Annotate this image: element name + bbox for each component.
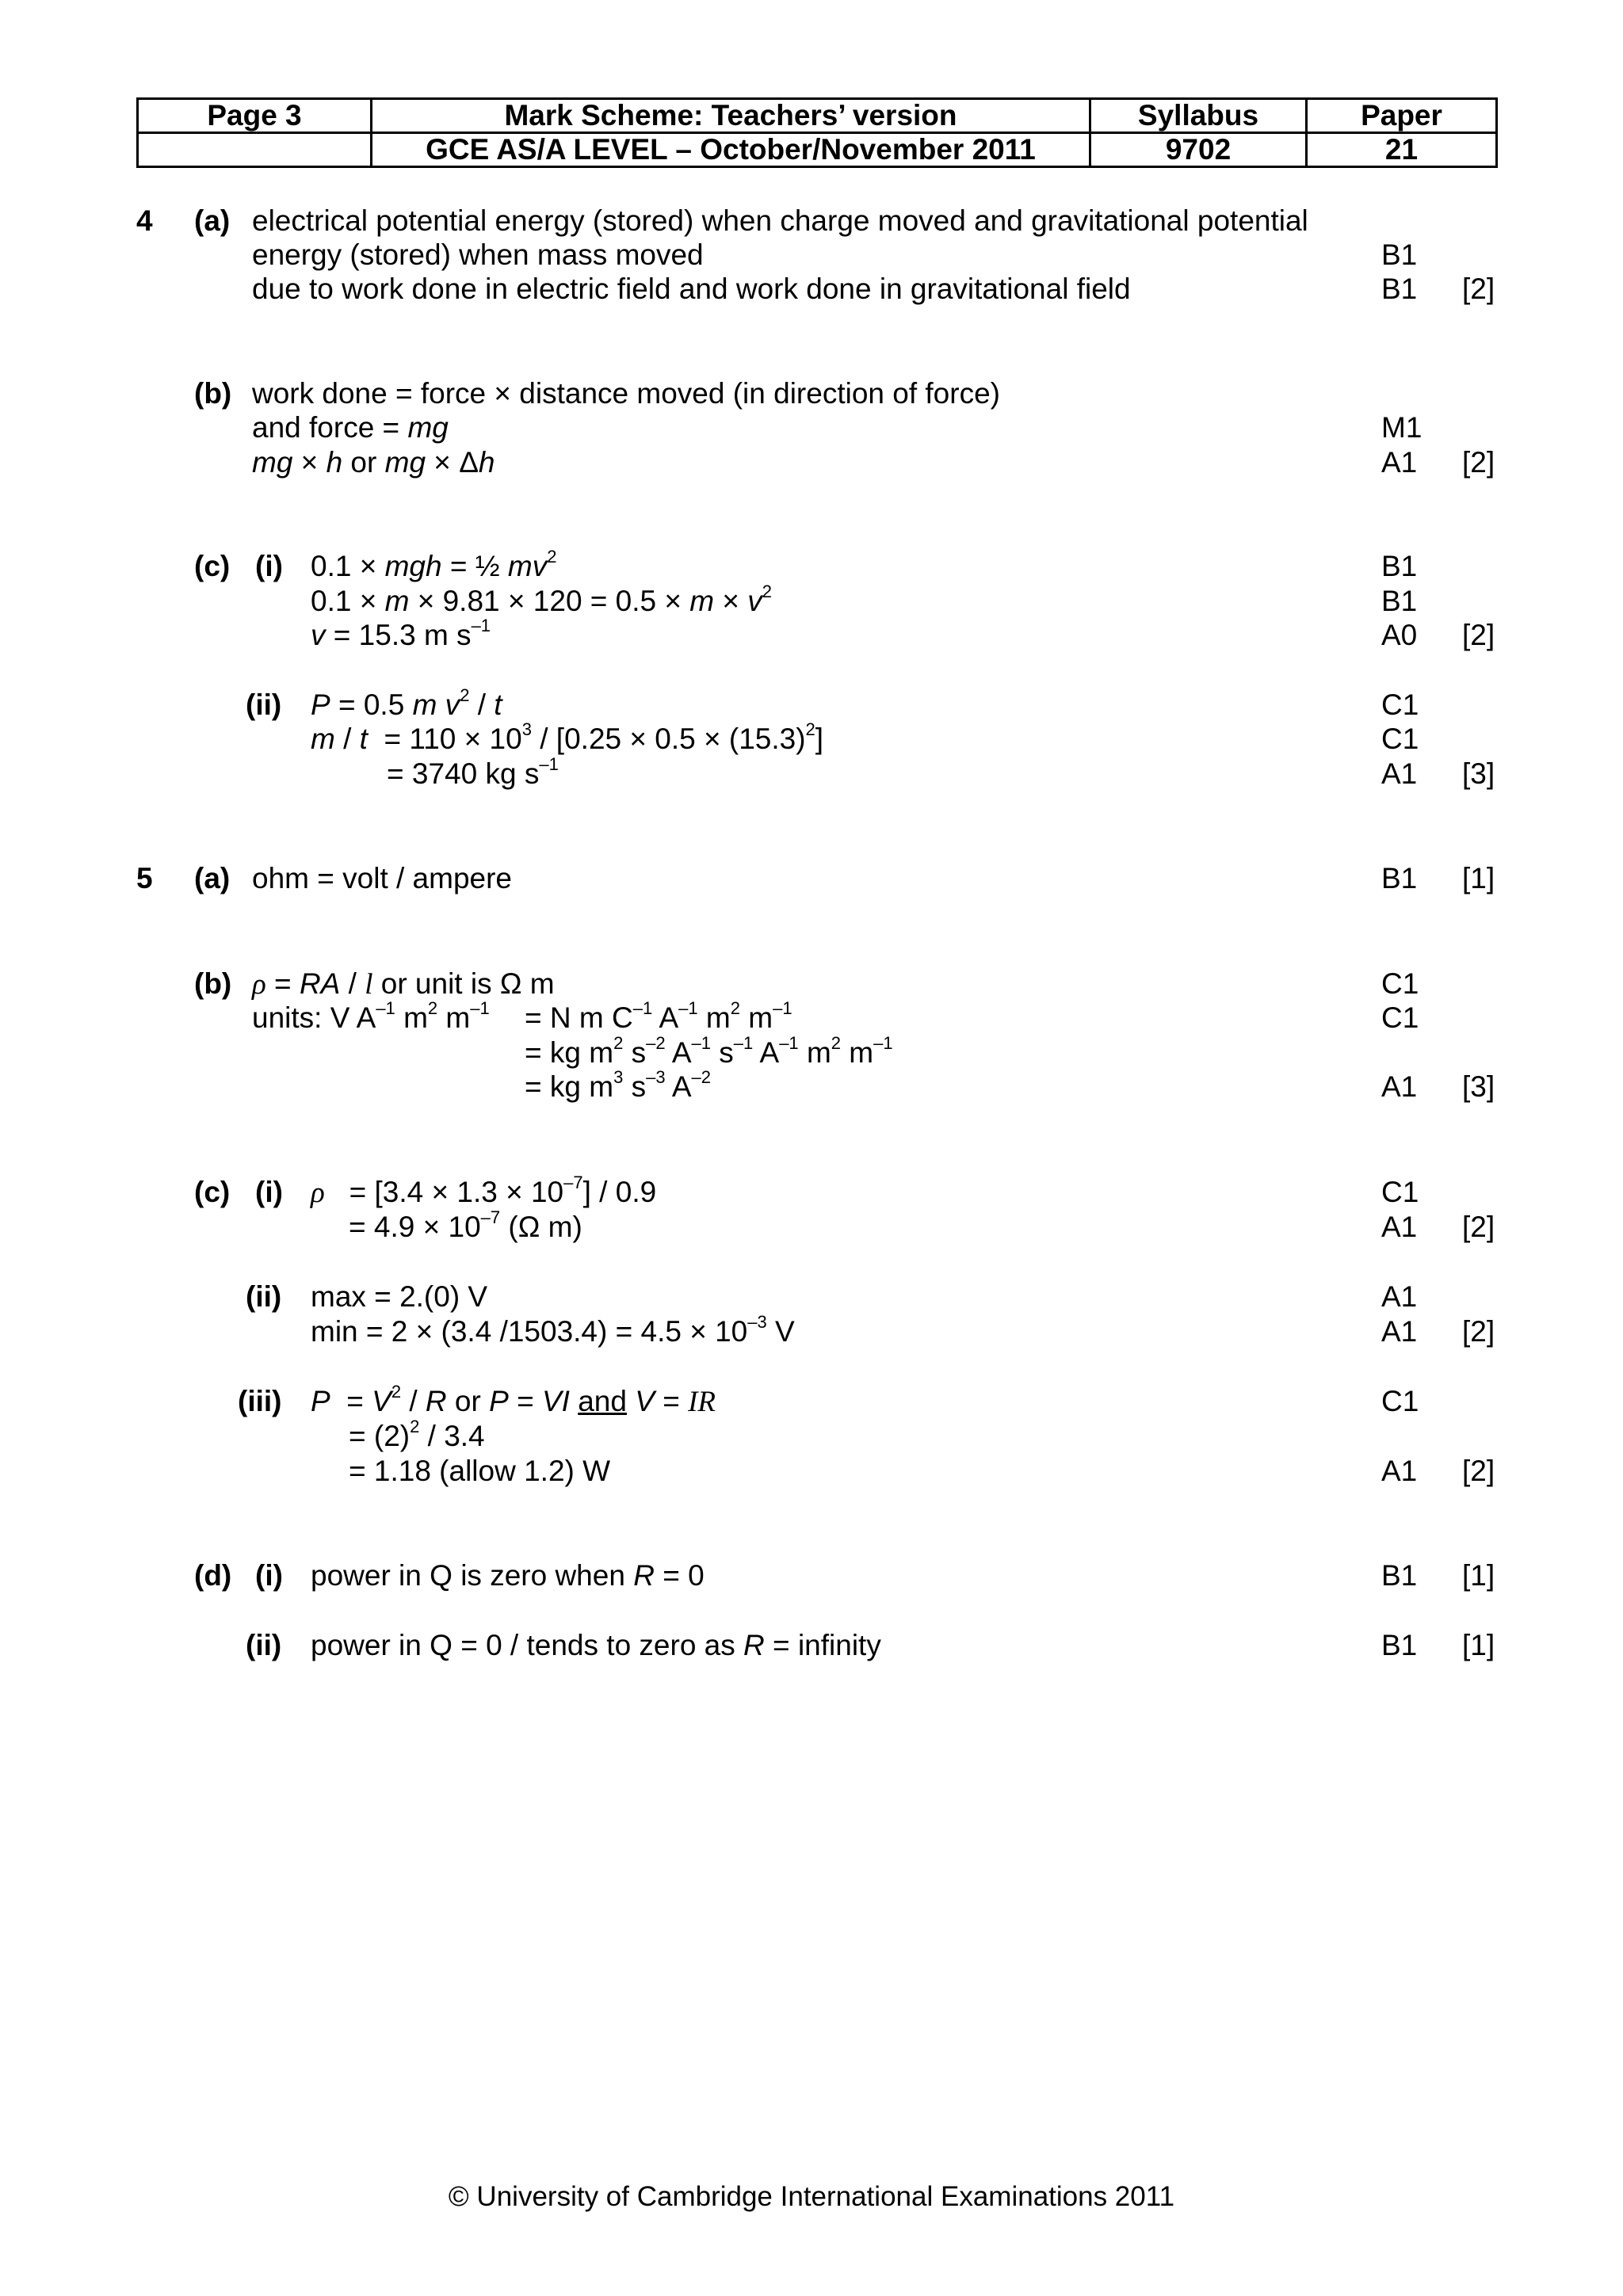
mark-total: [3] [1462, 1070, 1495, 1103]
answer-line: $P = V^2 / R$ or P = VI and V = IR [311, 1381, 716, 1418]
mark: B1 [1381, 862, 1418, 894]
header-exam: GCE AS/A LEVEL – October/November 2011 [372, 133, 1090, 167]
answer-line: and force = mg [252, 411, 449, 444]
answer-line: $m / t = 110 \times 10^3 / [0.25 \times 0.5 \times (15.3)^2]$ [311, 719, 824, 755]
mark-total: [2] [1462, 446, 1495, 479]
answer-line: electrical potential energy (stored) when charge moved and gravitational potential [252, 204, 1308, 237]
part-label: (a) [194, 862, 231, 894]
header-paper: 21 [1307, 133, 1497, 167]
answer-line: due to work done in electric field and work done in gravitational field [252, 273, 1131, 305]
answer-line: v = 15.3 m $s^{-1}$ [311, 615, 491, 651]
answer-line: = 1.18 (allow 1.2) W [349, 1455, 611, 1487]
answer-line: = $(2)^2 / 3.4$ [349, 1416, 485, 1452]
mark: A1 [1381, 1070, 1418, 1103]
mark: C1 [1381, 1176, 1419, 1208]
subpart-label: (i) [255, 550, 283, 582]
subpart-label: (ii) [246, 1629, 282, 1661]
footer-copyright: © University of Cambridge International Examinations 2011 [448, 2181, 1175, 2212]
question-number: 4 [136, 204, 153, 237]
mark-total: [1] [1462, 862, 1495, 894]
answer-line: P = 0.5 m $v^2$ / t [311, 685, 502, 721]
answer-line: energy (stored) when mass moved [252, 238, 704, 271]
mark-total: [1] [1462, 1559, 1495, 1592]
answer-line: work done = force × distance moved (in direction of force) [252, 377, 1000, 410]
answer-line: units: V $A^{-1}$ $m^2$ $m^{-1}$ [252, 997, 490, 1034]
answer-line: = $4.9 \times 10^{-7}$ (Ω m) [349, 1207, 582, 1243]
mark: A1 [1381, 1315, 1418, 1348]
part-label: (c) [194, 1176, 231, 1208]
subpart-label: (i) [255, 1559, 283, 1592]
mark: A1 [1381, 1280, 1418, 1313]
mark: A1 [1381, 757, 1418, 790]
answer-line: max = 2.(0) V [311, 1280, 488, 1313]
answer-line: = kg $m^3$ $s^{-3}$ $A^{-2}$ [525, 1066, 711, 1103]
part-label: (d) [194, 1559, 232, 1592]
answer-line: $\rho = [3.4 \times 1.3 \times 10^{-7}] / 0.9$ [311, 1172, 657, 1209]
answer-line: power in Q = 0 / tends to zero as R = infinity [311, 1629, 881, 1661]
subpart-label: (ii) [246, 1280, 282, 1313]
answer-line: = kg $m^2$ $s^{-2}$ $A^{-1}$ $s^{-1}$ $A^{-1}$ $m^2$ $m^{-1}$ [525, 1032, 893, 1069]
header-title: Mark Scheme: Teachers’ version [372, 99, 1090, 133]
mark: C1 [1381, 1385, 1419, 1417]
answer-line: $0.1 \times m \times 9.81 \times 120 = 0.5 \times m \times v^2$ [311, 581, 773, 617]
answer-line: power in Q is zero when R = 0 [311, 1559, 705, 1592]
answer-line: mg × h or mg × Δh [252, 446, 495, 479]
header-paper-label: Paper [1307, 99, 1497, 133]
mark-total: [2] [1462, 273, 1495, 305]
part-label: (b) [194, 967, 232, 1000]
mark: C1 [1381, 1001, 1419, 1034]
header-page: Page 3 [138, 99, 372, 133]
mark-total: [2] [1462, 619, 1495, 651]
mark-total: [3] [1462, 757, 1495, 790]
header-table [136, 97, 1498, 168]
answer-line: min = 2 × (3.4 $/1503.4) = 4.5 \times 10^{-3}$ V [311, 1311, 795, 1348]
mark: C1 [1381, 967, 1419, 1000]
mark: B1 [1381, 273, 1418, 305]
mark-total: [1] [1462, 1629, 1495, 1661]
answer-line: = 3740 kg $s^{-1}$ [387, 753, 559, 790]
answer-line: 0.1 × mgh = ½ $mv^2$ [311, 546, 557, 582]
part-label: (c) [194, 550, 231, 582]
mark: M1 [1381, 411, 1423, 444]
mark: B1 [1381, 1559, 1418, 1592]
answer-line: ohm = volt / ampere [252, 862, 513, 894]
header-blank [138, 133, 372, 167]
mark-total: [2] [1462, 1315, 1495, 1348]
mark: A1 [1381, 1211, 1418, 1243]
answer-line: = N m $C^{-1}$ $A^{-1}$ $m^2$ $m^{-1}$ [525, 997, 792, 1034]
mark: B1 [1381, 585, 1418, 617]
mark: A1 [1381, 446, 1418, 479]
part-label: (a) [194, 204, 231, 237]
subpart-label: (i) [255, 1176, 283, 1208]
mark-total: [2] [1462, 1211, 1495, 1243]
mark: B1 [1381, 1629, 1418, 1661]
header-syllabus-label: Syllabus [1090, 99, 1307, 133]
mark: A1 [1381, 1455, 1418, 1487]
subpart-label: (ii) [246, 688, 282, 721]
subpart-label: (iii) [238, 1385, 282, 1417]
mark: C1 [1381, 723, 1419, 755]
mark: C1 [1381, 688, 1419, 721]
answer-line: ρ = RA / l or unit is Ω m [252, 967, 555, 1001]
mark: B1 [1381, 550, 1418, 582]
mark: B1 [1381, 238, 1418, 271]
mark: A0 [1381, 619, 1418, 651]
question-number: 5 [136, 862, 153, 894]
part-label: (b) [194, 377, 232, 410]
mark-total: [2] [1462, 1455, 1495, 1487]
header-syllabus: 9702 [1090, 133, 1307, 167]
